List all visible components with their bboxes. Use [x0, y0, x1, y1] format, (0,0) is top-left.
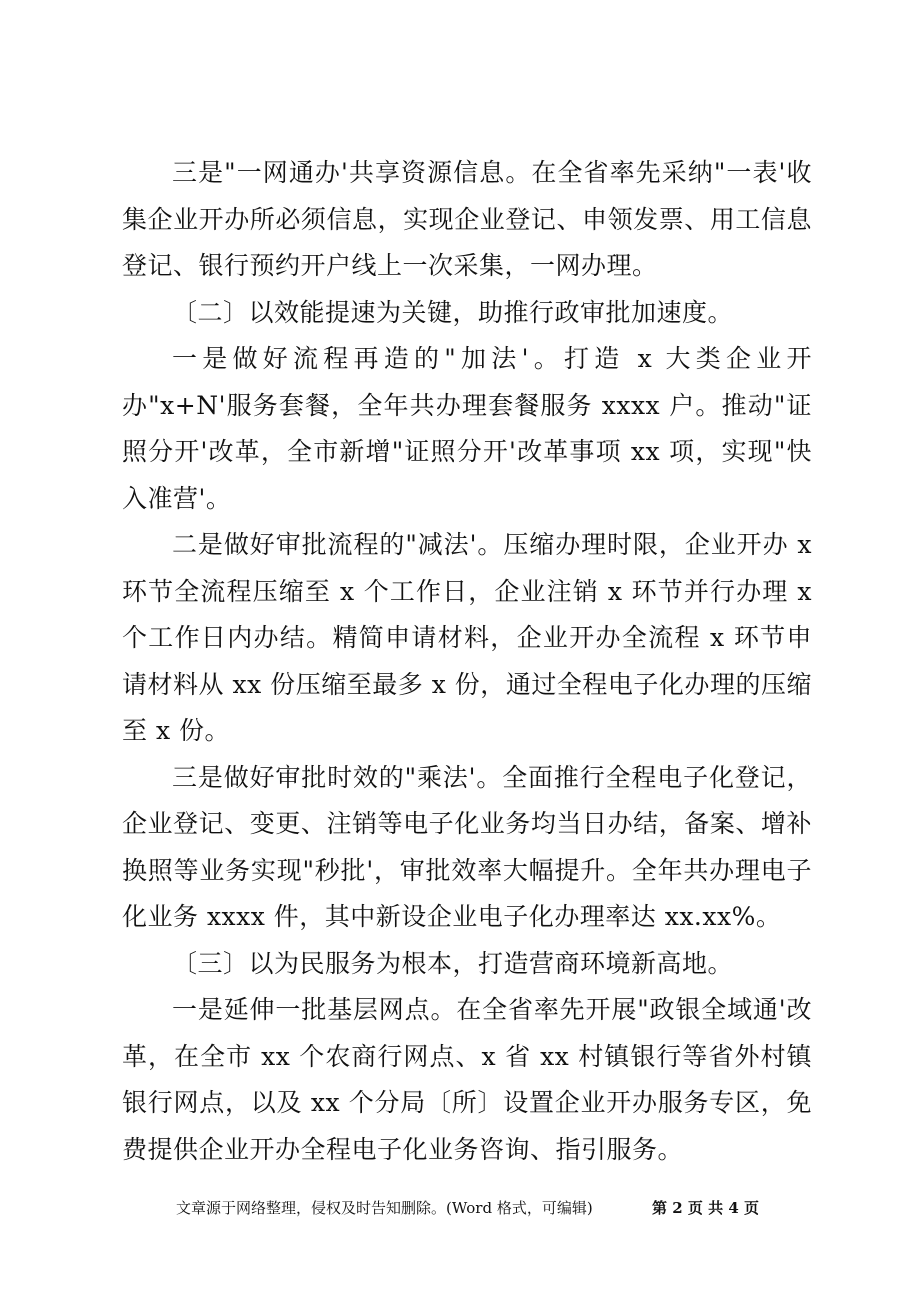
section-heading: 〔二〕以效能提速为关键，助推行政审批加速度。 — [172, 297, 734, 327]
document-body — [122, 150, 812, 1173]
paragraph: 一是延伸一批基层网点。在全省率先开展"政银全域通'改革，在全市 xx 个农商行网点、x 省 xx 村镇银行等省外村镇银行网点，以及 xx 个分局〔所〕设置企业开办服务专区，免费提供企业开办全程电子化业务咨询、指引服务。 — [122, 995, 812, 1164]
footer-page-indicator: 第 2 页 共 4 页 — [652, 1199, 759, 1217]
paragraph: 三是做好审批时效的"乘法'。全面推行全程电子化登记，企业登记、变更、注销等电子化业务均当日办结，备案、增补换照等业务实现"秒批'，审批效率大幅提升。全年共办理电子化业务 xxxx 件，其中新设企业电子化办理率达 xx.xx%。 — [122, 762, 812, 931]
paragraph: 二是做好审批流程的"减法'。压缩办理时限，企业开办 x 环节全流程压缩至 x 个工作日，企业注销 x 环节并行办理 x 个工作日内办结。精简申请材料，企业开办全流程 x 环节申请材料从 xx 份压缩至最多 x 份，通过全程电子化办理的压缩至 x 份。 — [122, 530, 812, 745]
footer-source-note: 文章源于网络整理，侵权及时告知删除。(Word 格式，可编辑) — [176, 1199, 593, 1217]
paragraph: 一是做好流程再造的"加法'。打造 x 大类企业开办"x+N'服务套餐，全年共办理套餐服务 xxxx 户。推动"证照分开'改革，全市新增"证照分开'改革事项 xx 项，实现"快入准营'。 — [122, 344, 812, 513]
section-heading: 〔三〕以为民服务为根本，打造营商环境新高地。 — [172, 948, 734, 978]
paragraph: 三是"一网通办'共享资源信息。在全省率先采纳"一表'收集企业开办所必须信息，实现企业登记、申领发票、用工信息登记、银行预约开户线上一次采集，一网办理。 — [122, 158, 812, 280]
